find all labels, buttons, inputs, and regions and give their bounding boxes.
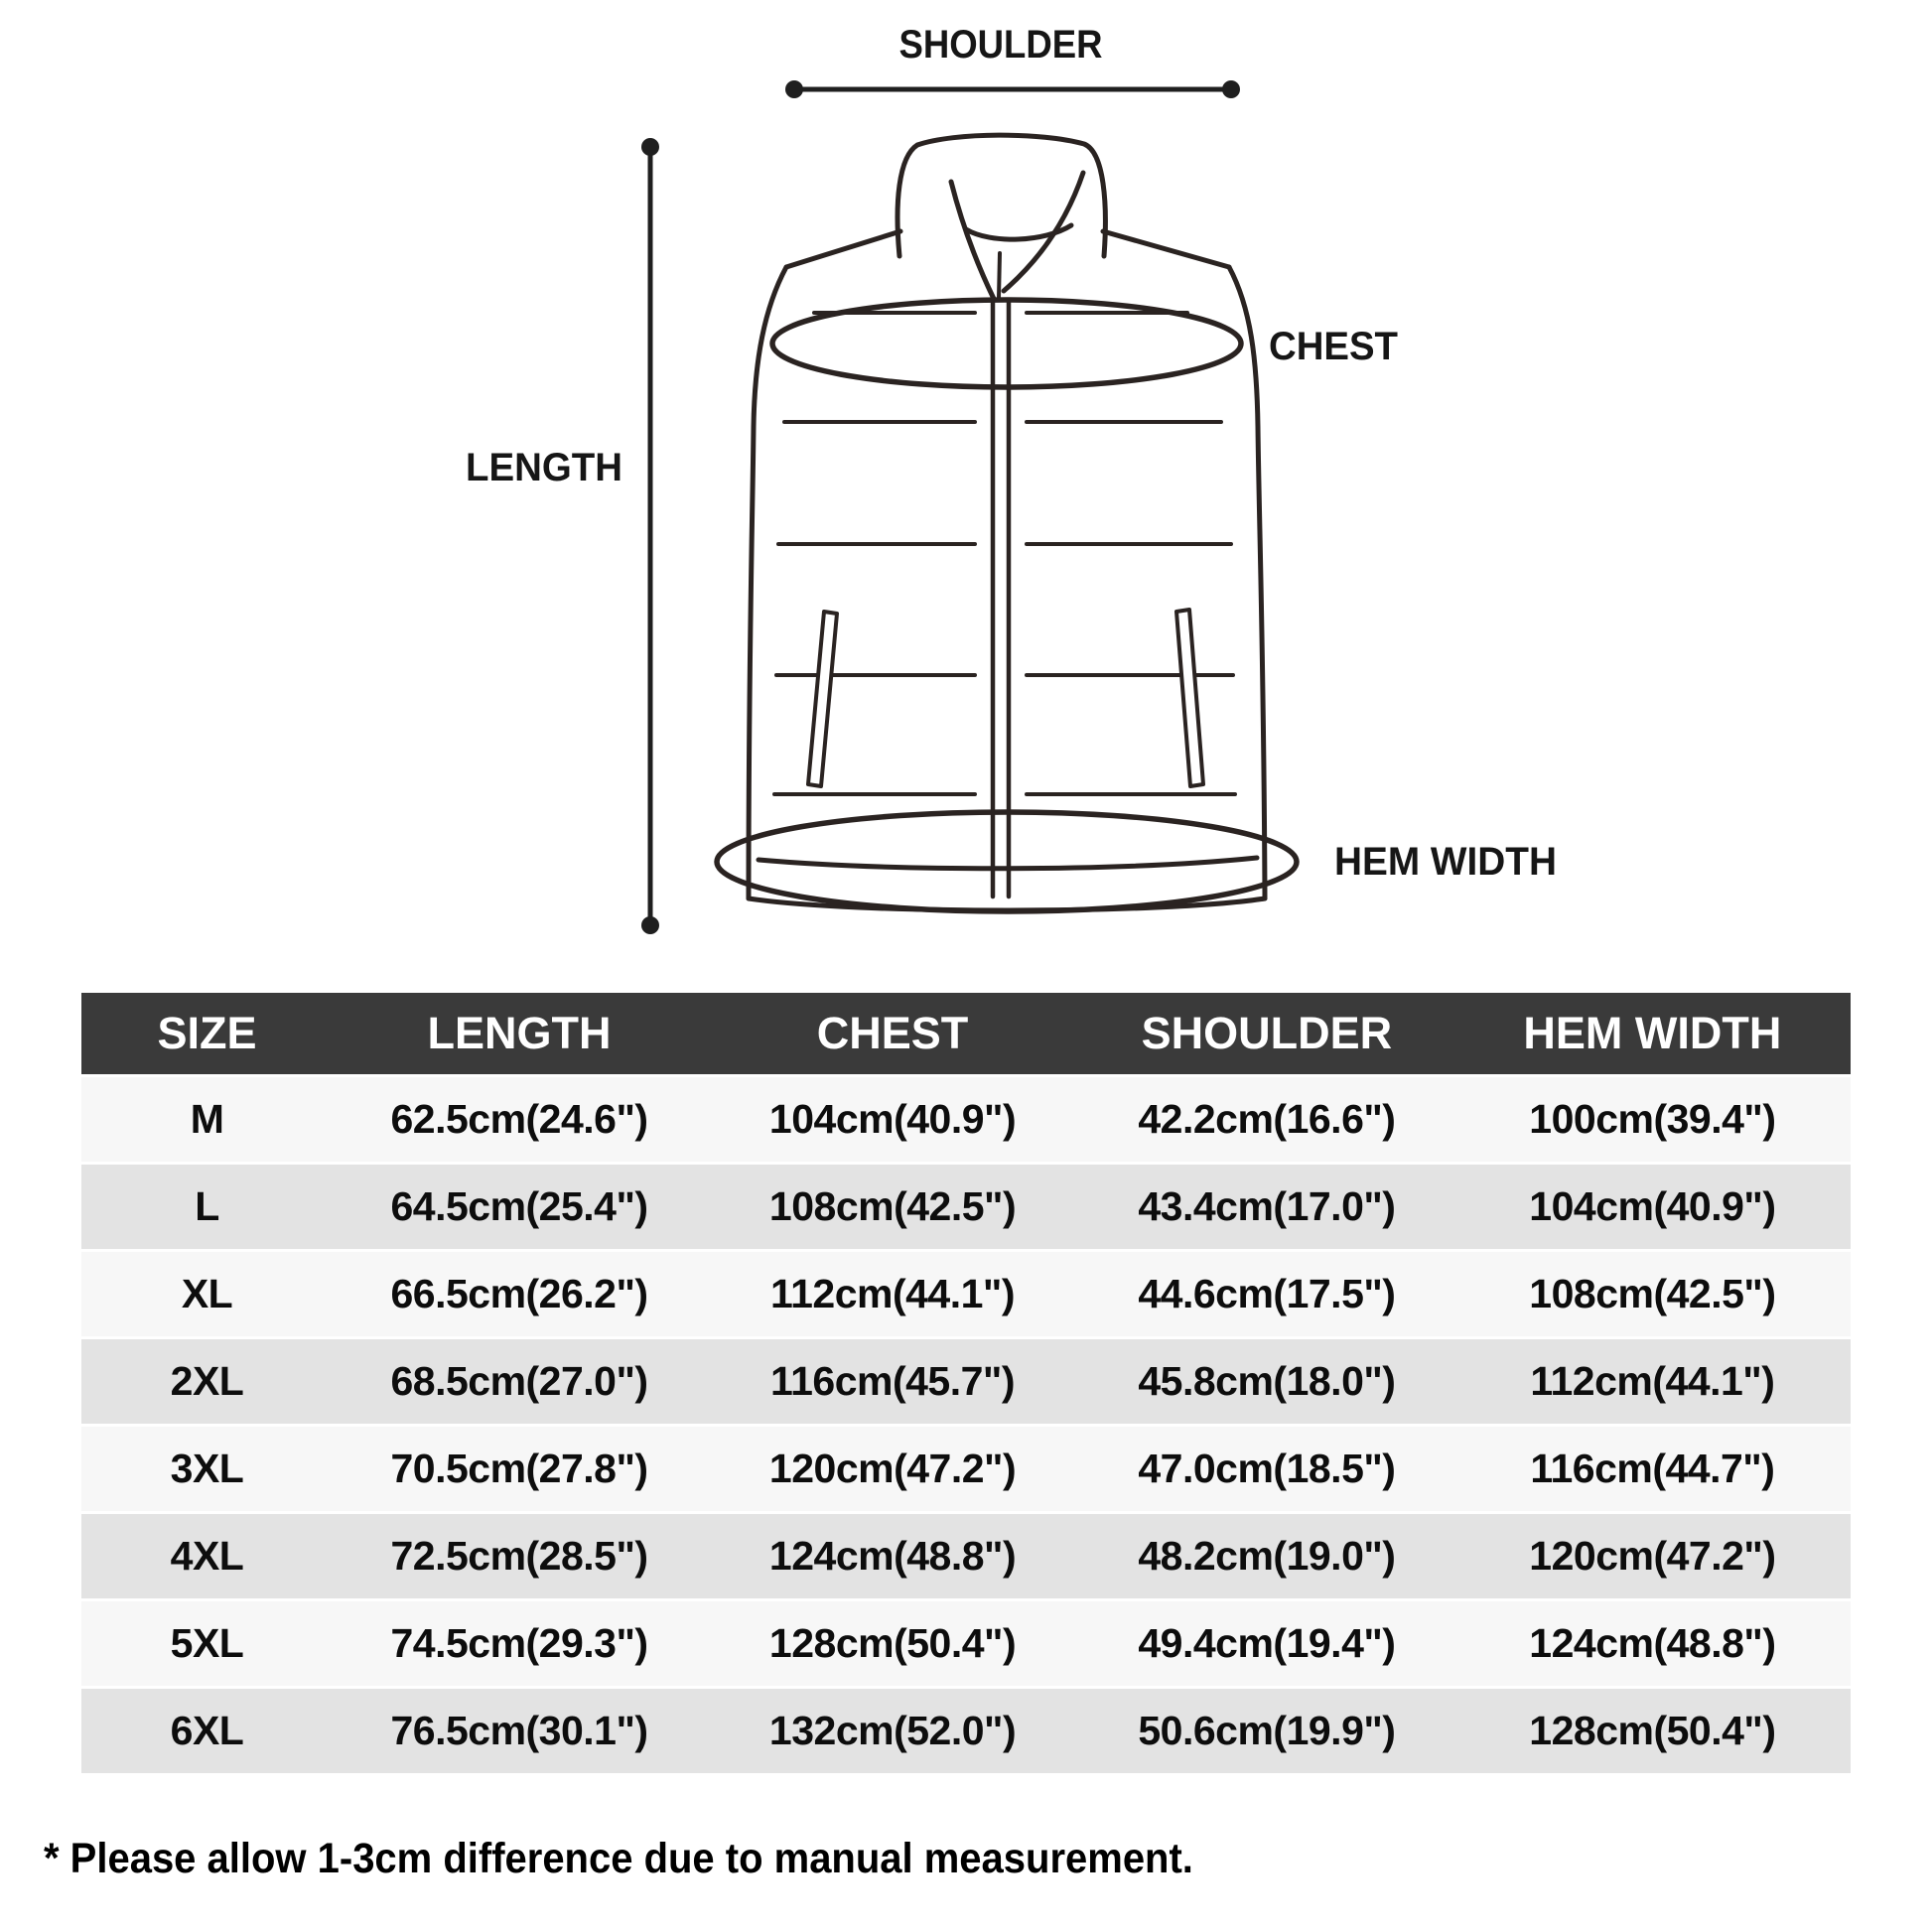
column-header-length: LENGTH bbox=[333, 993, 706, 1074]
table-cell: 124cm(48.8") bbox=[1454, 1598, 1851, 1686]
table-cell: 116cm(45.7") bbox=[706, 1336, 1079, 1424]
right-side-seam bbox=[1229, 267, 1265, 898]
table-row bbox=[81, 1598, 1851, 1686]
column-header-hem-width: HEM WIDTH bbox=[1454, 993, 1851, 1074]
right-shoulder-seam bbox=[1103, 231, 1229, 267]
table-cell: 72.5cm(28.5") bbox=[333, 1511, 706, 1598]
footnote: * Please allow 1-3cm difference due to manual measurement. bbox=[44, 1835, 1193, 1882]
collar-center-line bbox=[999, 253, 1000, 298]
table-cell: 66.5cm(26.2") bbox=[333, 1249, 706, 1336]
table-cell: 5XL bbox=[81, 1598, 333, 1686]
table-cell: L bbox=[81, 1162, 333, 1249]
table-cell: 42.2cm(16.6") bbox=[1079, 1074, 1454, 1162]
table-row bbox=[81, 1511, 1851, 1598]
table-row bbox=[81, 1336, 1851, 1424]
vest-outline bbox=[717, 135, 1297, 911]
size-chart-table bbox=[81, 993, 1851, 1773]
table-cell: 104cm(40.9") bbox=[1454, 1162, 1851, 1249]
left-shoulder-seam bbox=[786, 231, 900, 267]
shoulder-label: SHOULDER bbox=[898, 23, 1103, 67]
table-cell: 128cm(50.4") bbox=[706, 1598, 1079, 1686]
table-cell: XL bbox=[81, 1249, 333, 1336]
table-cell: 70.5cm(27.8") bbox=[333, 1424, 706, 1511]
table-cell: 47.0cm(18.5") bbox=[1079, 1424, 1454, 1511]
table-cell: 112cm(44.1") bbox=[1454, 1336, 1851, 1424]
table-cell: 3XL bbox=[81, 1424, 333, 1511]
shoulder-measure-line bbox=[785, 80, 1240, 98]
hem-width-label: HEM WIDTH bbox=[1334, 840, 1557, 884]
table-cell: M bbox=[81, 1074, 333, 1162]
size-chart-body bbox=[81, 1074, 1851, 1773]
table-cell: 43.4cm(17.0") bbox=[1079, 1162, 1454, 1249]
column-header-chest: CHEST bbox=[706, 993, 1079, 1074]
table-row bbox=[81, 1686, 1851, 1773]
table-cell: 48.2cm(19.0") bbox=[1079, 1511, 1454, 1598]
table-cell: 120cm(47.2") bbox=[706, 1424, 1079, 1511]
table-row bbox=[81, 1162, 1851, 1249]
table-cell: 2XL bbox=[81, 1336, 333, 1424]
table-cell: 128cm(50.4") bbox=[1454, 1686, 1851, 1773]
collar-left-lapel bbox=[951, 182, 994, 299]
chest-label: CHEST bbox=[1269, 325, 1398, 368]
table-cell: 120cm(47.2") bbox=[1454, 1511, 1851, 1598]
table-cell: 108cm(42.5") bbox=[706, 1162, 1079, 1249]
table-cell: 100cm(39.4") bbox=[1454, 1074, 1851, 1162]
table-cell: 68.5cm(27.0") bbox=[333, 1336, 706, 1424]
table-cell: 64.5cm(25.4") bbox=[333, 1162, 706, 1249]
table-cell: 62.5cm(24.6") bbox=[333, 1074, 706, 1162]
column-header-size: SIZE bbox=[81, 993, 333, 1074]
table-cell: 108cm(42.5") bbox=[1454, 1249, 1851, 1336]
table-cell: 4XL bbox=[81, 1511, 333, 1598]
table-cell: 44.6cm(17.5") bbox=[1079, 1249, 1454, 1336]
table-cell: 6XL bbox=[81, 1686, 333, 1773]
table-cell: 116cm(44.7") bbox=[1454, 1424, 1851, 1511]
table-cell: 50.6cm(19.9") bbox=[1079, 1686, 1454, 1773]
table-cell: 45.8cm(18.0") bbox=[1079, 1336, 1454, 1424]
collar-right-lapel bbox=[1004, 173, 1083, 291]
table-cell: 132cm(52.0") bbox=[706, 1686, 1079, 1773]
length-label: LENGTH bbox=[466, 446, 622, 489]
table-cell: 49.4cm(19.4") bbox=[1079, 1598, 1454, 1686]
table-cell: 74.5cm(29.3") bbox=[333, 1598, 706, 1686]
pocket-welts bbox=[808, 610, 1203, 786]
size-chart-header bbox=[81, 993, 1851, 1074]
table-row bbox=[81, 1424, 1851, 1511]
column-header-shoulder: SHOULDER bbox=[1079, 993, 1454, 1074]
length-measure-line bbox=[641, 138, 659, 934]
left-side-seam bbox=[749, 267, 786, 898]
table-row bbox=[81, 1074, 1851, 1162]
table-cell: 76.5cm(30.1") bbox=[333, 1686, 706, 1773]
table-cell: 112cm(44.1") bbox=[706, 1249, 1079, 1336]
zipper bbox=[993, 301, 1009, 897]
table-row bbox=[81, 1249, 1851, 1336]
table-cell: 104cm(40.9") bbox=[706, 1074, 1079, 1162]
table-cell: 124cm(48.8") bbox=[706, 1511, 1079, 1598]
